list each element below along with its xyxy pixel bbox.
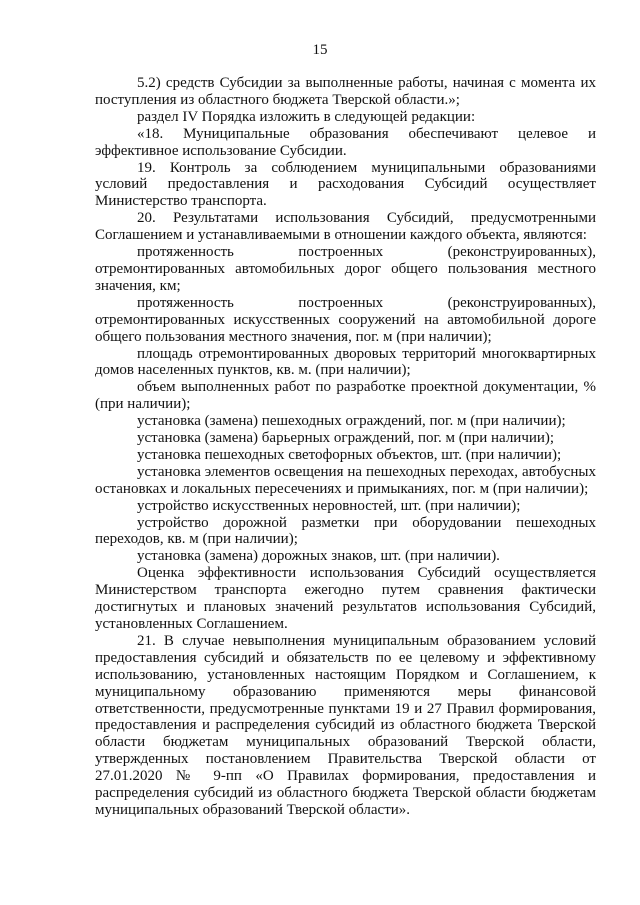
paragraph-21: 21. В случае невыполнения муниципальным образованием условий предоставления субсидий и обязательств по ее целевому и эффективному использованию, установленных настоящим Порядком и Соглашением, к муниципальному образованию применяются меры финансовой ответственности, предусмотренные пунктами 19 и 27 Правил формирования, предоставления и распределения субсидий из областного бюджета Тверской области бюджетам муниципальных образований Тверской области, утвержденных постановлением Правительства Тверской области от 27.01.2020 № 9-пп «О Правилах формирования, предоставления и распределения субсидий из областного бюджета Тверской области бюджетам муниципальных образований Тверской области». <box>95 632 596 818</box>
paragraph-5-2: 5.2) средств Субсидии за выполненные работы, начиная с момента их поступления из областного бюджета Тверской области.»; <box>95 75 596 108</box>
result-item-pedestrian-fences: установка (замена) пешеходных ограждений, пог. м (при наличии); <box>137 413 566 430</box>
result-item-lighting: установка элементов освещения на пешеходных переходах, автобусных остановках и локальных пересечениях и примыканиях, пог. м (при наличии); <box>95 463 596 497</box>
result-item-traffic-lights: установка пешеходных светофорных объектов, шт. (при наличии); <box>137 446 562 463</box>
result-item-courtyards: площадь отремонтированных дворовых территорий многоквартирных домов населенных пунктов, кв. м. (при наличии); <box>95 345 596 379</box>
paragraph-19: 19. Контроль за соблюдением муниципальными образованиями условий предоставления и расходования Субсидий осуществляет Министерство транспорта. <box>95 159 596 210</box>
paragraph-section-iv: раздел IV Порядка изложить в следующей редакции: <box>137 108 476 125</box>
paragraph-20: 20. Результатами использования Субсидий, предусмотренными Соглашением и устанавливаемыми в отношении каждого объекта, являются: <box>95 210 596 244</box>
paragraph-evaluation: Оценка эффективности использования Субсидий осуществляется Министерством транспорта ежегодно путем сравнения фактически достигнутых и плановых значений результатов использования Субсидий, установленных Соглашением. <box>95 565 596 632</box>
result-item-speed-bumps: устройство искусственных неровностей, шт. (при наличии); <box>137 497 521 514</box>
result-item-barrier-fences: установка (замена) барьерных ограждений, пог. м (при наличии); <box>137 430 555 447</box>
page-number: 15 <box>312 42 328 58</box>
result-item-design-docs: объем выполненных работ по разработке проектной документации, % (при наличии); <box>95 379 596 413</box>
document-body <box>95 75 596 819</box>
paragraph-18: «18. Муниципальные образования обеспечивают целевое и эффективное использование Субсидии. <box>95 125 596 159</box>
result-item-road-marking: устройство дорожной разметки при оборудовании пешеходных переходов, кв. м (при наличии); <box>95 514 596 548</box>
result-item-roads: протяженность построенных (реконструированных), отремонтированных автомобильных дорог общего пользования местного значения, км; <box>95 244 596 294</box>
result-item-road-signs: установка (замена) дорожных знаков, шт. (при наличии). <box>137 548 500 565</box>
result-item-structures: протяженность построенных (реконструированных), отремонтированных искусственных сооружений на автомобильной дороге общего пользования местного значения, пог. м (при наличии); <box>95 294 596 345</box>
